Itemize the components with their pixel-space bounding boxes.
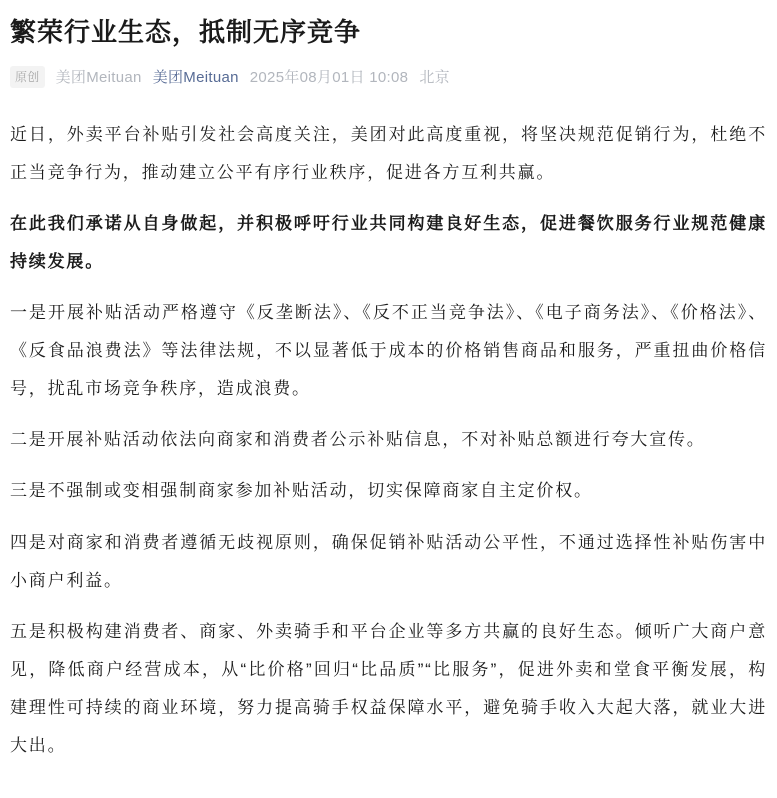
publish-datetime: 2025年08月01日 10:08 <box>249 69 409 87</box>
paragraph-4: 二是开展补贴活动依法向商家和消费者公示补贴信息，不对补贴总额进行夸大宣传。 <box>10 430 706 450</box>
paragraph-2: 在此我们承诺从自身做起，并积极呼吁行业共同构建良好生态，促进餐饮服务行业规范健康持续发展。 <box>10 213 767 272</box>
paragraph-7: 五是积极构建消费者、商家、外卖骑手和平台企业等多方共赢的良好生态。倾听广大商户意见，降低商户经营成本，从“比价格”回归“比品质”“比服务”，促进外卖和堂食平衡发展，构建理性可持续的商业环境，努力提高骑手权益保障水平，避免骑手收入大起大落，就业大进大出。 <box>10 621 767 755</box>
paragraph-5: 三是不强制或变相强制商家参加补贴活动，切实保障商家自主定价权。 <box>10 481 593 501</box>
author-name: 美团Meituan <box>55 69 142 87</box>
paragraph-3: 一是开展补贴活动严格遵守《反垄断法》、《反不正当竞争法》、《电子商务法》、《价格法》、《反食品浪费法》等法律法规，不以显著低于成本的价格销售商品和服务，严重扭曲价格信号，扰乱市场竞争秩序，造成浪费。 <box>10 303 767 399</box>
publish-location: 北京 <box>419 69 450 87</box>
article-meta <box>10 66 767 88</box>
paragraph-1: 近日，外卖平台补贴引发社会高度关注，美团对此高度重视，将坚决规范促销行为，杜绝不正当竞争行为，推动建立公平有序行业秩序，促进各方互利共赢。 <box>10 124 767 182</box>
article-body <box>10 116 767 765</box>
paragraph-6: 四是对商家和消费者遵循无歧视原则，确保促销补贴活动公平性，不通过选择性补贴伤害中小商户利益。 <box>10 532 767 590</box>
original-badge: 原创 <box>10 66 45 88</box>
article-title: 繁荣行业生态，抵制无序竞争 <box>10 17 362 47</box>
account-link[interactable]: 美团Meituan <box>152 69 239 87</box>
